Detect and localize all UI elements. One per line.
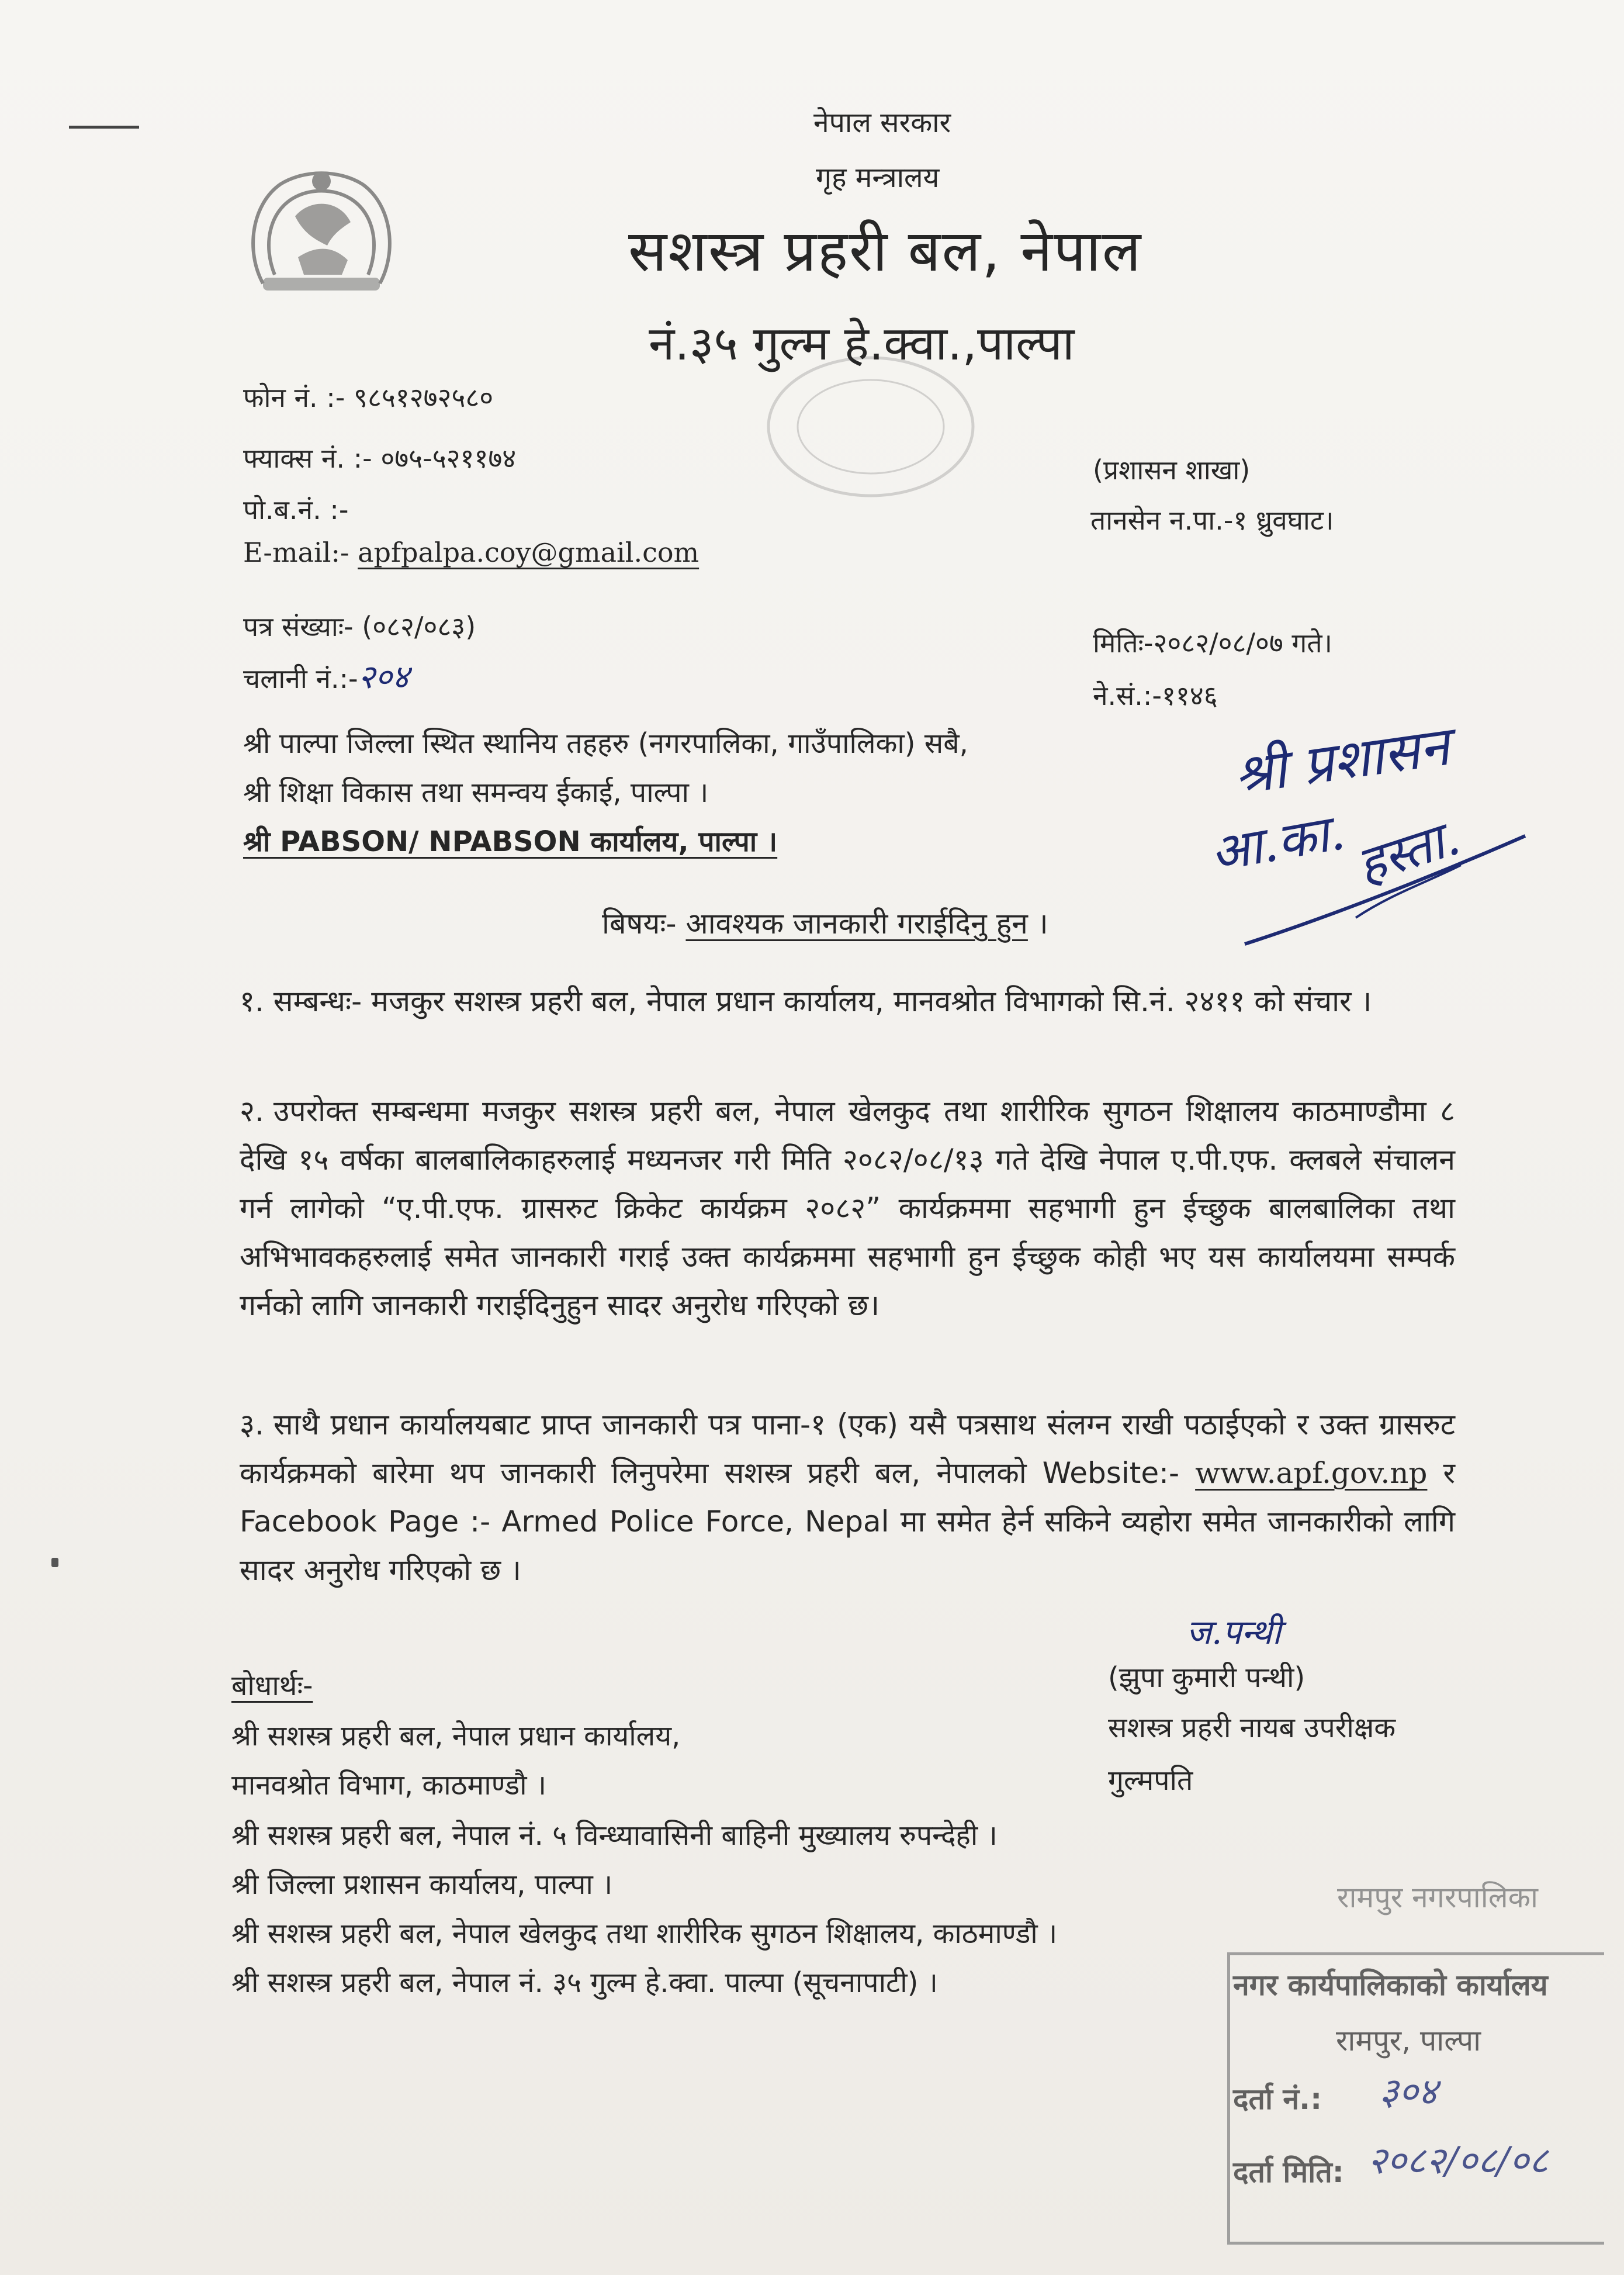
nepal-sambat-date: ने.सं.:-११४६ bbox=[1093, 680, 1218, 711]
cc-item: श्री सशस्त्र प्रहरी बल, नेपाल प्रधान कार्यालय, bbox=[231, 1720, 681, 1752]
website-link[interactable]: www.apf.gov.np bbox=[1195, 1456, 1428, 1490]
stamp-place: रामपुर, पाल्पा bbox=[1335, 2024, 1481, 2058]
cc-item: श्री सशस्त्र प्रहरी बल, नेपाल नं. ५ विन्ध्यावासिनी बाहिनी मुख्यालय रुपन्देही । bbox=[231, 1819, 998, 1852]
stamp-municipality: रामपुर नगरपालिका bbox=[1337, 1880, 1538, 1914]
signatory-post: गुल्मपति bbox=[1108, 1764, 1193, 1797]
receipt-stamp bbox=[1221, 1876, 1601, 2250]
handwritten-initials: हस्ता. bbox=[1349, 807, 1467, 896]
nepal-emblem-icon bbox=[240, 158, 403, 304]
dispatch-label: चलानी नं.:- bbox=[243, 663, 358, 694]
paragraph-reference-text: मजकुर सशस्त्र प्रहरी बल, नेपाल प्रधान कार्यालय, मानवश्रोत विभागको सि.नं. २४११ को संचार । bbox=[371, 984, 1372, 1018]
letter-reference: पत्र संख्याः- (०८२/०८३) bbox=[243, 611, 476, 642]
fax-number: फ्याक्स नं. :- ०७५-५२११७४ bbox=[243, 442, 517, 474]
paragraph-main-text: उपरोक्त सम्बन्धमा मजकुर सशस्त्र प्रहरी बल, नेपाल खेलकुद तथा शारीरिक सुगठन शिक्षालय काठमाण्डौमा ८ देखि १५ वर्षका बालबालिकाहरुलाई मध्यनजर गरी मिति २०८२/०८/१३ गते देखि नेपाल ए.पी.एफ. क्लबले संचालन गर्न लागेको “ए.पी.एफ. ग्रासरुट क्रिकेट कार्यक्रम २०८२” कार्यक्रममा सहभागी हुन ईच्छुक बालबालिका तथा अभिभावकहरुलाई समेत जानकारी गराई उक्त कार्यक्रममा सहभागी हुन ईच्छुक कोही भए यस कार्यालयमा सम्पर्क गर्नको लागि जानकारी गराईदिनुहुन सादर अनुरोध गरिएको छ। bbox=[240, 1094, 1455, 1322]
stamp-date: २०८२/०८/०८ bbox=[1367, 2139, 1549, 2183]
government-name: नेपाल सरकार bbox=[813, 106, 951, 139]
paragraph-reference bbox=[240, 977, 1455, 1026]
handwritten-stroke-icon bbox=[1239, 830, 1531, 953]
paragraph-main-lead: २. bbox=[240, 1094, 264, 1128]
signatory-name: (झुपा कुमारी पन्थी) bbox=[1108, 1661, 1306, 1694]
unit-name: नं.३५ गुल्म हे.क्वा.,पाल्पा bbox=[649, 316, 1075, 371]
stamp-date-label: दर्ता मिति: bbox=[1233, 2155, 1344, 2189]
cc-item: श्री सशस्त्र प्रहरी बल, नेपाल नं. ३५ गुल्म हे.क्वा. पाल्पा (सूचनापाटी) । bbox=[231, 1966, 938, 1999]
subject-end: । bbox=[1037, 907, 1048, 941]
paragraph-additional-text-a: साथै प्रधान कार्यालयबाट प्राप्त जानकारी पत्र पाना-१ (एक) यसै पत्रसाथ संलग्न राखी पठाईएको र उक्त ग्रासरुट कार्यक्रमको बारेमा थप जानकारी लिनुपरेमा सशस्त्र प्रहरी बल, नेपालको Website:- bbox=[240, 1408, 1455, 1490]
paragraph-additional bbox=[240, 1401, 1455, 1595]
phone-number: फोन नं. :- ९८५१२७२५८० bbox=[243, 382, 494, 413]
dispatch-row bbox=[243, 654, 409, 698]
cc-item: मानवश्रोत विभाग, काठमाण्डौ । bbox=[231, 1769, 547, 1802]
recipient-local-levels: श्री पाल्पा जिल्ला स्थित स्थानिय तहहरु (नगरपालिका, गाउँपालिका) सबै, bbox=[243, 727, 968, 760]
cc-item: श्री सशस्त्र प्रहरी बल, नेपाल खेलकुद तथा शारीरिक सुगठन शिक्षालय, काठमाण्डौ । bbox=[231, 1917, 1058, 1950]
office-address: तानसेन न.पा.-१ ध्रुवघाट। bbox=[1090, 504, 1334, 536]
handwritten-note-line2: आ.का. bbox=[1206, 802, 1349, 884]
margin-dot bbox=[51, 1558, 58, 1567]
dispatch-number: २०४ bbox=[358, 658, 410, 696]
paragraph-additional-lead: ३. bbox=[240, 1408, 264, 1441]
margin-mark bbox=[69, 126, 139, 129]
stamp-registration-number: ३०४ bbox=[1379, 2070, 1438, 2114]
letter-date: मितिः-२०८२/०८/०७ गते। bbox=[1093, 627, 1332, 659]
office-seal-icon bbox=[760, 351, 982, 503]
paragraph-main bbox=[240, 1087, 1455, 1330]
ministry-name: गृह मन्त्रालय bbox=[816, 161, 940, 194]
signatory-rank: सशस्त्र प्रहरी नायब उपरीक्षक bbox=[1108, 1712, 1396, 1744]
paragraph-reference-lead: १. सम्बन्धः- bbox=[240, 984, 362, 1018]
handwritten-note-line1: श्री प्रशासन bbox=[1230, 714, 1453, 807]
email-link[interactable]: apfpalpa.coy@gmail.com bbox=[358, 537, 700, 568]
subject-label: बिषयः- bbox=[602, 907, 677, 941]
subject-line bbox=[602, 903, 1048, 942]
cc-label: बोधार्थः- bbox=[231, 1669, 313, 1702]
stamp-office: नगर कार्यपालिकाको कार्यालय bbox=[1233, 1968, 1548, 2002]
subject-text: आवश्यक जानकारी गराईदिनु हुन bbox=[685, 907, 1028, 941]
branch-name: (प्रशासन शाखा) bbox=[1093, 454, 1251, 486]
organization-name: सशस्त्र प्रहरी बल, नेपाल bbox=[628, 218, 1142, 285]
cc-item: श्री जिल्ला प्रशासन कार्यालय, पाल्पा । bbox=[231, 1868, 613, 1901]
stamp-registration-label: दर्ता नं.: bbox=[1233, 2082, 1322, 2116]
po-box: पो.ब.नं. :- bbox=[243, 494, 349, 525]
signature: ज.पन्थी bbox=[1186, 1612, 1281, 1652]
email-row bbox=[243, 537, 699, 568]
recipient-education-unit: श्री शिक्षा विकास तथा समन्वय ईकाई, पाल्पा । bbox=[243, 776, 709, 809]
recipient-pabson: श्री PABSON/ NPABSON कार्यालय, पाल्पा । bbox=[243, 825, 778, 858]
email-label: E-mail:- bbox=[243, 537, 349, 568]
paragraph-additional-text-b: र Facebook Page :- Armed Police Force, Nepal मा समेत हेर्न सकिने व्यहोरा समेत जानकारीको लागि सादर अनुरोध गरिएको छ । bbox=[240, 1456, 1455, 1587]
